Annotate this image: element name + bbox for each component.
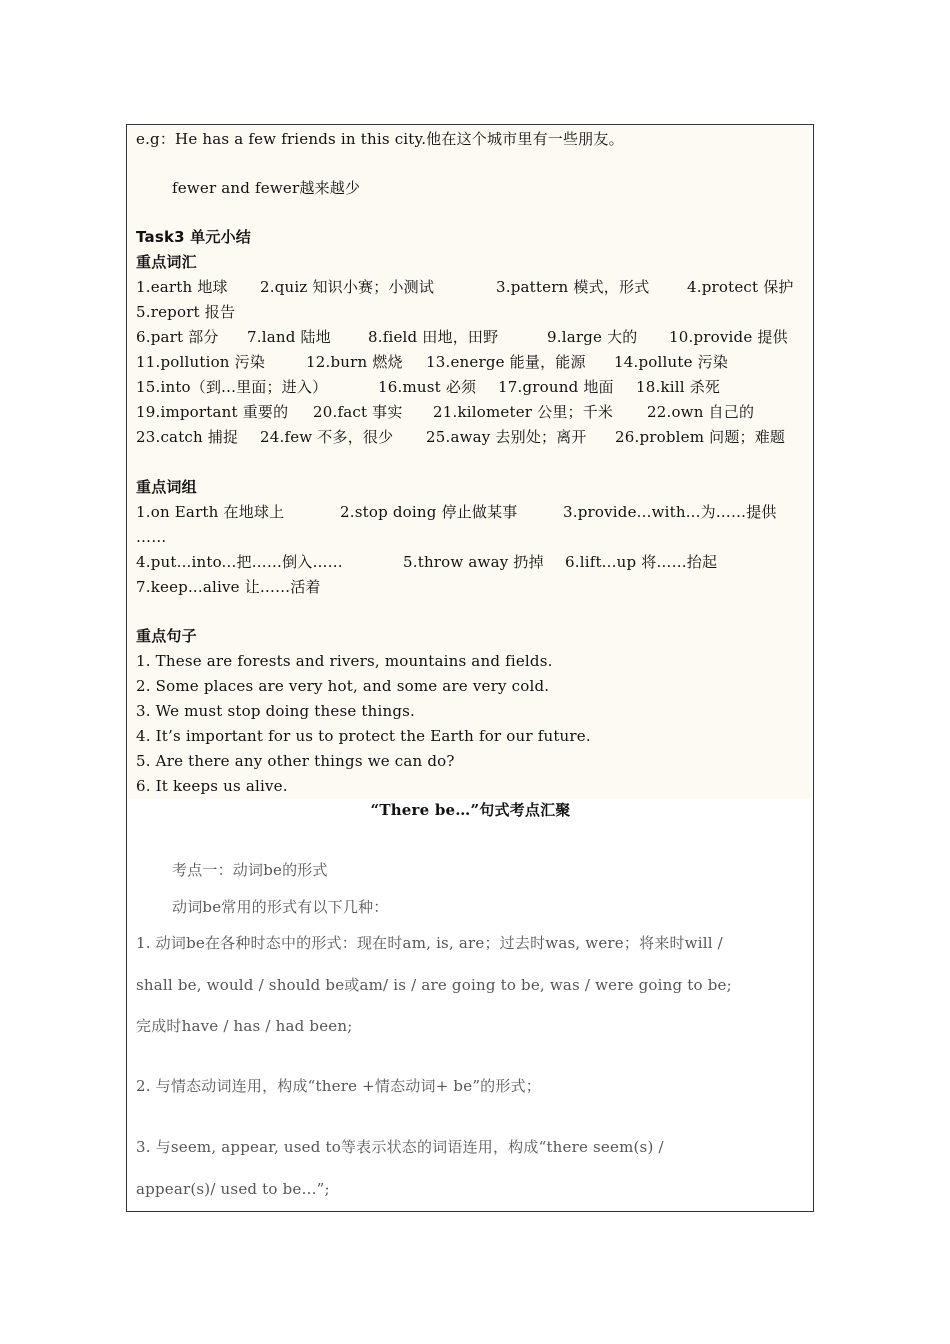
vocab-item: 16.must 必须: [378, 378, 477, 396]
vocab-row: [136, 300, 805, 325]
vocab-row: [136, 375, 805, 400]
sentence-item: 2. Some places are very hot, and some are very cold.: [136, 677, 550, 695]
sentence-item: 4. It’s important for us to protect the Earth for our future.: [136, 727, 591, 745]
vocab-item: 7.land 陆地: [247, 328, 331, 346]
vocab-item: 23.catch 捕捉: [136, 428, 239, 446]
vocab-item: 2.quiz 知识小赛；小测试: [260, 278, 435, 296]
item-one-line: 1. 动词be在各种时态中的形式：现在时am, is, are；过去时was, were；将来时will /: [136, 934, 723, 952]
phrase-item: 7.keep...alive 让……活着: [136, 578, 321, 596]
vocab-item: 22.own 自己的: [647, 403, 755, 421]
phrase-row: [136, 525, 805, 550]
vocab-row: [136, 425, 805, 450]
fewer-phrase: fewer and fewer越来越少: [172, 179, 361, 197]
vocab-item: 10.provide 提供: [669, 328, 788, 346]
item-one-line: 完成时have / has / had been;: [136, 1017, 353, 1035]
vocab-item: 12.burn 燃烧: [306, 353, 403, 371]
phrase-item: 1.on Earth 在地球上: [136, 503, 285, 521]
vocab-item: 26.problem 问题；难题: [615, 428, 786, 446]
sentence-heading: 重点句子: [136, 627, 197, 645]
point-one-intro: 动词be常用的形式有以下几种：: [172, 898, 389, 916]
task-title: Task3 单元小结: [136, 228, 251, 246]
item-two: 2. 与情态动词连用，构成“there +情态动词+ be”的形式；: [136, 1077, 541, 1095]
vocab-row: [136, 325, 805, 350]
phrase-item: 6.lift...up 将……抬起: [565, 553, 718, 571]
vocab-item: 24.few 不多，很少: [260, 428, 394, 446]
example-sentence: e.g：He has a few friends in this city.他在这个城市里有一些朋友。: [136, 130, 624, 148]
phrase-item: 2.stop doing 停止做某事: [340, 503, 518, 521]
point-one-title: 考点一：动词be的形式: [172, 861, 328, 879]
sentence-item: 6. It keeps us alive.: [136, 777, 288, 795]
vocab-item: 25.away 去别处；离开: [426, 428, 587, 446]
vocab-item: 13.energe 能量，能源: [426, 353, 586, 371]
section-title: “There be…”句式考点汇聚: [370, 801, 571, 819]
vocab-item: 15.into（到...里面；进入）: [136, 378, 328, 396]
vocab-item: 20.fact 事实: [313, 403, 403, 421]
phrase-item: ……: [136, 528, 167, 546]
vocab-item: 9.large 大的: [547, 328, 638, 346]
phrase-item: 4.put...into...把……倒入……: [136, 553, 343, 571]
item-one-line: shall be, would / should be或am/ is / are going to be, was / were going to be;: [136, 976, 732, 994]
vocab-item: 19.important 重要的: [136, 403, 289, 421]
vocab-item: 18.kill 杀死: [636, 378, 721, 396]
vocab-row: [136, 400, 805, 425]
content-frame: [126, 124, 814, 1212]
phrase-heading: 重点词组: [136, 478, 197, 496]
vocab-row: [136, 350, 805, 375]
phrase-item: 3.provide...with...为……提供: [563, 503, 777, 521]
vocab-row: [136, 275, 805, 300]
sentence-item: 1. These are forests and rivers, mountains and fields.: [136, 652, 553, 670]
vocab-item: 6.part 部分: [136, 328, 219, 346]
item-three-line: 3. 与seem, appear, used to等表示状态的词语连用，构成“there seem(s) /: [136, 1138, 664, 1156]
phrase-item: 5.throw away 扔掉: [403, 553, 544, 571]
vocab-item: 17.ground 地面: [498, 378, 614, 396]
phrase-row: [136, 550, 805, 575]
sentence-item: 3. We must stop doing these things.: [136, 702, 416, 720]
sentence-item: 5. Are there any other things we can do?: [136, 752, 455, 770]
vocab-item: 5.report 报告: [136, 303, 236, 321]
vocab-item: 11.pollution 污染: [136, 353, 266, 371]
vocab-item: 4.protect 保护: [687, 278, 794, 296]
phrase-row: [136, 500, 805, 525]
vocab-item: 1.earth 地球: [136, 278, 228, 296]
vocab-item: 8.field 田地，田野: [368, 328, 499, 346]
vocab-item: 14.pollute 污染: [614, 353, 729, 371]
phrase-row: [136, 575, 805, 600]
vocab-heading: 重点词汇: [136, 253, 197, 271]
vocab-item: 3.pattern 模式，形式: [496, 278, 650, 296]
item-three-line: appear(s)/ used to be…”;: [136, 1180, 330, 1198]
vocab-item: 21.kilometer 公里；千米: [433, 403, 614, 421]
